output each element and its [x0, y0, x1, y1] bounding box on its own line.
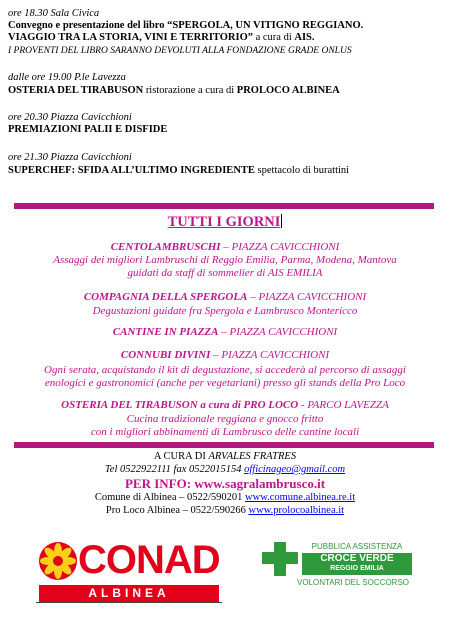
conad-city: ALBINEA	[88, 586, 170, 600]
event-title: PREMIAZIONI PALII E DISFIDE	[8, 124, 168, 135]
text-cursor	[281, 214, 282, 228]
event-title	[8, 165, 349, 177]
info-line	[0, 476, 450, 491]
croce-verde-logo	[262, 542, 414, 592]
event-time: ore 18.30 Sala Civica	[8, 8, 100, 19]
item-name: CONNUBI DIVINI	[120, 349, 211, 361]
tutti-heading: TUTTI I GIORNI	[167, 214, 281, 230]
item-desc: guidati da staff di sommelier di AIS EMILIA	[127, 267, 323, 279]
item-desc: Ogni serata, acquistando il kit di degustazione, si accederà al percorso di assaggi	[44, 364, 406, 376]
tutti-item-title	[0, 291, 450, 304]
event-title-text: OSTERIA DEL TIRABUSON	[8, 85, 144, 96]
event-title-line2	[8, 32, 315, 44]
croce-bottom: VOLONTARI DEL SOCCORSO	[296, 578, 410, 587]
divider-bottom	[14, 442, 434, 448]
comune-label: Comune di Albinea – 0522/590201	[94, 492, 246, 503]
organizer-line	[0, 451, 450, 463]
item-desc: con i migliori abbinamenti di Lambrusco delle cantine locali	[90, 426, 360, 438]
conad-underline	[36, 602, 222, 603]
event-time: ore 21.30 Piazza Cavicchioni	[8, 152, 132, 163]
tutti-item-title	[0, 241, 450, 254]
proloco-label: Pro Loco Albinea – 0522/590266	[105, 505, 249, 516]
comune-line	[0, 492, 450, 504]
conad-logo	[36, 538, 222, 604]
item-place: – PIAZZA CAVICCHIONI	[220, 241, 340, 253]
croce-top: PUBBLICA ASSISTENZA	[311, 542, 403, 551]
item-name: CANTINE IN PIAZZA	[112, 326, 219, 338]
item-desc: Degustazioni guidate fra Spergola e Lambrusco Montericco	[92, 305, 358, 317]
event-text: spettacolo di burattini	[254, 165, 350, 176]
cross-shape	[274, 542, 286, 576]
item-name: CENTOLAMBRUSCHI	[110, 241, 221, 253]
event-text: ristorazione a cura di	[143, 85, 237, 96]
item-desc: Cucina tradizionale reggiana e gnocco fritto	[126, 413, 324, 425]
croce-city: REGGIO EMILIA	[330, 565, 384, 572]
item-name: COMPAGNIA DELLA SPERGOLA	[83, 291, 248, 303]
phone-text: Tel 0522922111 fax 0522015154	[104, 464, 245, 475]
phone-line	[0, 464, 450, 476]
proloco-link[interactable]: www.prolocoalbinea.it	[248, 505, 345, 516]
proloco-line	[0, 505, 450, 517]
event-title-text: SUPERCHEF: SFIDA ALL’ULTIMO INGREDIENTE	[8, 165, 255, 176]
item-name: OSTERIA DEL TIRABUSON a cura di PRO LOCO	[61, 399, 299, 411]
croce-name: CROCE VERDE	[320, 553, 394, 564]
event-org: PROLOCO ALBINEA	[236, 85, 340, 96]
email-link[interactable]: officinageo@gmail.com	[244, 464, 346, 475]
divider-top	[14, 203, 434, 209]
conad-name: CONAD	[78, 538, 220, 582]
comune-link[interactable]: www.comune.albinea.re.it	[245, 492, 356, 503]
item-place: - PARCO LAVEZZA	[298, 399, 389, 411]
info-label: PER INFO:	[124, 476, 195, 491]
tutti-heading-wrap	[0, 213, 450, 231]
tutti-item-title	[0, 399, 450, 412]
organizer-name: ARVALES FRATRES	[208, 451, 297, 462]
info-site: www.sagralambrusco.it	[194, 476, 326, 491]
event-title: Convegno e presentazione del libro “SPERGOLA, UN VITIGNO REGGIANO.	[8, 20, 364, 31]
event-title	[8, 85, 340, 97]
item-place: – PIAZZA CAVICCHIONI	[218, 326, 338, 338]
tutti-item-title	[0, 326, 450, 339]
item-place: – PIAZZA CAVICCHIONI	[210, 349, 330, 361]
event-time: ore 20.30 Piazza Cavicchioni	[8, 112, 132, 123]
item-desc: Assaggi dei migliori Lambruschi di Reggio Emilia, Parma, Modena, Mantova	[53, 254, 397, 266]
organizer-label: A CURA DI	[153, 451, 209, 462]
item-place: – PIAZZA CAVICCHIONI	[247, 291, 367, 303]
event-title-text: VIAGGIO TRA LA STORIA, VINI E TERRITORIO”	[8, 32, 253, 43]
event-text: a cura di	[252, 32, 295, 43]
tutti-item-title	[0, 349, 450, 362]
event-time: dalle ore 19.00 P.le Lavezza	[8, 72, 126, 83]
event-org: AIS.	[294, 32, 315, 43]
event-note: I PROVENTI DEL LIBRO SARANNO DEVOLUTI ALLA FONDAZIONE GRADE ONLUS	[8, 46, 352, 56]
item-desc: enologici e gastronomici (anche per vegetariani) presso gli stands della Pro Loco	[44, 377, 406, 389]
